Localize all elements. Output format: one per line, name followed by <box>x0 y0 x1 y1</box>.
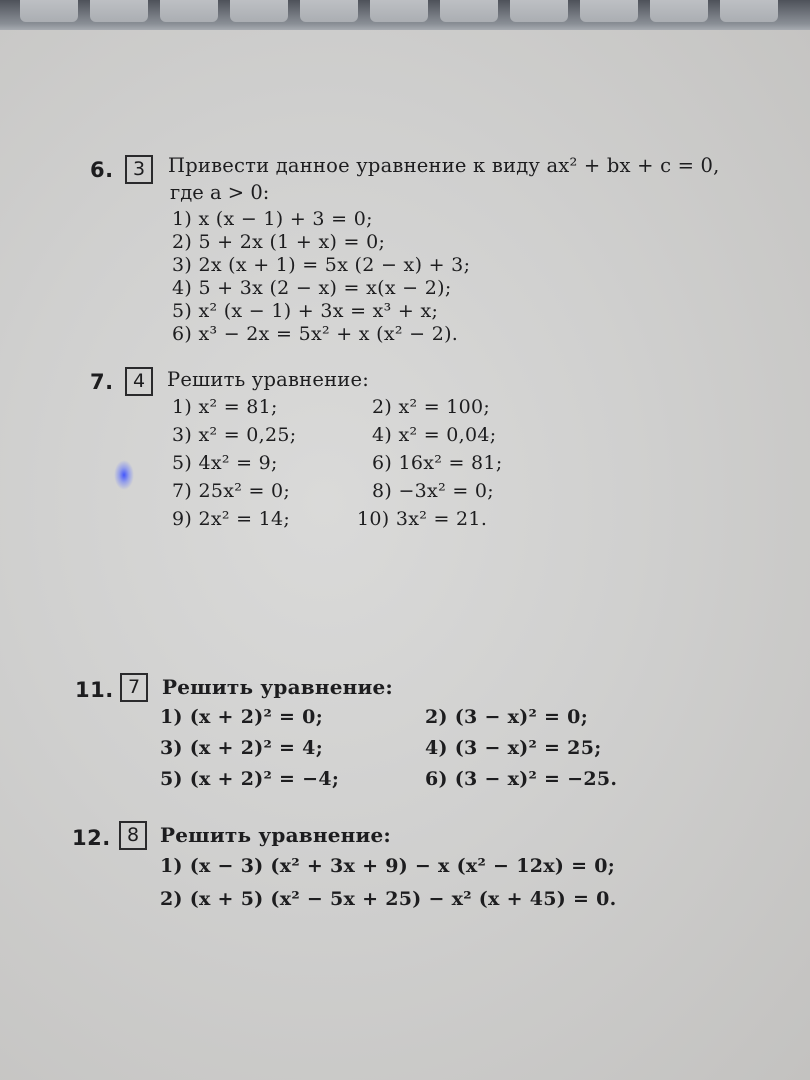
equation-item: 4) (3 − x)² = 25; <box>425 737 602 759</box>
keyboard-key <box>370 0 428 22</box>
equation-item: 1) x (x − 1) + 3 = 0; <box>172 208 373 230</box>
equation-item: 6) (3 − x)² = −25. <box>425 768 618 790</box>
equation-item: 8) −3x² = 0; <box>372 480 494 502</box>
problem-number: 11. <box>75 678 114 702</box>
equation-item: 9) 2x² = 14; <box>172 508 291 530</box>
keyboard-key <box>300 0 358 22</box>
problem-title: Привести данное уравнение к виду ax² + bx + c = 0, <box>168 154 720 177</box>
equation-item: 10) 3x² = 21. <box>357 508 488 530</box>
equation-item: 3) 2x (x + 1) = 5x (2 − x) + 3; <box>172 254 471 276</box>
equation-item: 2) (x + 5) (x² − 5x + 25) − x² (x + 45) = 0. <box>160 888 617 910</box>
equation-item: 3) x² = 0,25; <box>172 424 297 446</box>
difficulty-box: 3 <box>125 155 153 184</box>
problem-number: 12. <box>72 826 111 850</box>
keyboard-key <box>230 0 288 22</box>
equation-item: 5) 4x² = 9; <box>172 452 278 474</box>
difficulty-box: 7 <box>120 673 148 702</box>
difficulty-box: 8 <box>119 821 147 850</box>
equation-item: 7) 25x² = 0; <box>172 480 291 502</box>
equation-item: 6) 16x² = 81; <box>372 452 503 474</box>
problem-title: Решить уравнение: <box>162 675 394 699</box>
equation-item: 1) (x + 2)² = 0; <box>160 706 324 728</box>
keyboard-key <box>440 0 498 22</box>
equation-item: 4) 5 + 3x (2 − x) = x(x − 2); <box>172 277 452 299</box>
keyboard-key <box>720 0 778 22</box>
light-glare <box>114 460 134 490</box>
difficulty-box: 4 <box>125 367 153 396</box>
equation-item: 1) (x − 3) (x² + 3x + 9) − x (x² − 12x) = 0; <box>160 855 616 877</box>
keyboard-edge <box>0 0 810 34</box>
equation-item: 2) 5 + 2x (1 + x) = 0; <box>172 231 386 253</box>
equation-item: 5) x² (x − 1) + 3x = x³ + x; <box>172 300 439 322</box>
equation-item: 4) x² = 0,04; <box>372 424 497 446</box>
keyboard-key <box>510 0 568 22</box>
problem-title-continuation: где a > 0: <box>170 181 270 204</box>
problem-number: 6. <box>90 158 114 182</box>
equation-item: 3) (x + 2)² = 4; <box>160 737 324 759</box>
keyboard-key <box>580 0 638 22</box>
equation-item: 5) (x + 2)² = −4; <box>160 768 340 790</box>
problem-number: 7. <box>90 370 114 394</box>
worksheet-page <box>0 30 810 1080</box>
keyboard-key <box>650 0 708 22</box>
keyboard-key <box>90 0 148 22</box>
keyboard-key <box>160 0 218 22</box>
problem-title: Решить уравнение: <box>160 823 392 847</box>
equation-item: 6) x³ − 2x = 5x² + x (x² − 2). <box>172 323 459 345</box>
keyboard-key <box>20 0 78 22</box>
equation-item: 2) (3 − x)² = 0; <box>425 706 589 728</box>
equation-item: 1) x² = 81; <box>172 396 278 418</box>
equation-item: 2) x² = 100; <box>372 396 491 418</box>
problem-title: Решить уравнение: <box>167 368 369 391</box>
